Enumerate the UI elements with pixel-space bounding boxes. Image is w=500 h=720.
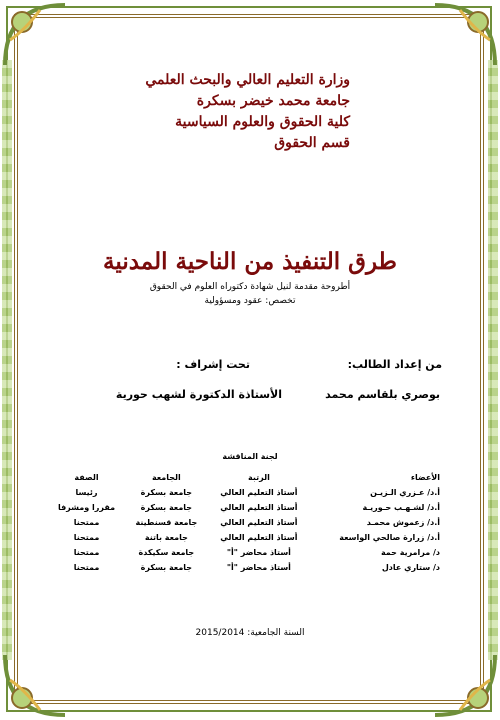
- member-role: مقررا ومشرفا: [57, 503, 116, 512]
- member-role: ممتحنا: [73, 533, 100, 542]
- member-rank: أستاذ التعليم العالي: [220, 533, 298, 542]
- member-role: ممتحنا: [73, 563, 100, 572]
- table-row: [48, 515, 442, 530]
- table-row: [48, 530, 442, 545]
- thesis-subtitle: أطروحة مقدمة لنيل شهادة دكتوراه العلوم في الحقوق: [149, 282, 351, 292]
- member-name: أ.د/ زرارة صالحي الواسعة: [339, 533, 440, 542]
- table-row: [48, 545, 442, 560]
- department-name: قسم الحقوق: [274, 135, 350, 151]
- supervisor-name: الأستاذة الدكتورة لشهب حورية: [115, 388, 282, 401]
- thesis-specialty: تخصص: عقود ومسؤولية: [204, 296, 296, 306]
- thesis-title: طرق التنفيذ من الناحية المدنية: [103, 248, 397, 275]
- member-name: د/ مرامرية حمة: [380, 548, 440, 557]
- column-header-rank: الرتبة: [247, 473, 270, 482]
- jury-header-row: [48, 470, 442, 485]
- supervisor-label: تحت إشراف :: [176, 358, 250, 371]
- member-rank: أستاذ محاضر "أ": [226, 563, 291, 572]
- university-name: جامعة محمد خيضر بسكرة: [196, 93, 350, 109]
- member-rank: أستاذ التعليم العالي: [220, 503, 298, 512]
- member-rank: أستاذ التعليم العالي: [220, 488, 298, 497]
- member-role: ممتحنا: [73, 548, 100, 557]
- left-border-ornament: [2, 60, 12, 660]
- ministry-name: وزارة التعليم العالي والبحث العلمي: [145, 72, 350, 88]
- committee-title: لجنة المناقشة: [222, 452, 278, 461]
- corner-ornament-icon: [0, 650, 70, 720]
- column-header-members: الأعضاء: [410, 473, 440, 482]
- corner-ornament-icon: [430, 0, 500, 70]
- table-row: [48, 485, 442, 500]
- table-row: [48, 560, 442, 575]
- institution-header: [145, 70, 350, 154]
- member-name: أ.د/ عـزري الـزيـن: [370, 488, 440, 497]
- member-rank: أستاذ التعليم العالي: [220, 518, 298, 527]
- member-university: جامعة بسكرة: [140, 503, 193, 512]
- member-name: د/ ستاري عادل: [381, 563, 440, 572]
- member-name: أ.د/ لشـهـب حـوريـة: [362, 503, 440, 512]
- member-university: جامعة باتنة: [144, 533, 188, 542]
- member-role: رئيسا: [75, 488, 98, 497]
- member-rank: أستاذ محاضر "أ": [226, 548, 291, 557]
- column-header-role: الصفة: [74, 473, 99, 482]
- prepared-by-label: من إعداد الطالب:: [347, 358, 442, 371]
- column-header-university: الجامعة: [151, 473, 181, 482]
- academic-year: السنة الجامعية: 2015/2014: [195, 628, 305, 638]
- member-name: أ.د/ زعموش محمـد: [366, 518, 440, 527]
- member-university: جامعة قسنطينة: [135, 518, 198, 527]
- member-university: جامعة سكيكدة: [138, 548, 195, 557]
- right-border-ornament: [488, 60, 498, 660]
- member-university: جامعة بسكرة: [140, 488, 193, 497]
- faculty-name: كلية الحقوق والعلوم السياسية: [175, 114, 350, 130]
- member-role: ممتحنا: [73, 518, 100, 527]
- student-name: بوصري بلقاسم محمد: [325, 388, 440, 401]
- corner-ornament-icon: [0, 0, 70, 70]
- table-row: [48, 500, 442, 515]
- member-university: جامعة بسكرة: [140, 563, 193, 572]
- corner-ornament-icon: [430, 650, 500, 720]
- jury-table: [48, 470, 442, 575]
